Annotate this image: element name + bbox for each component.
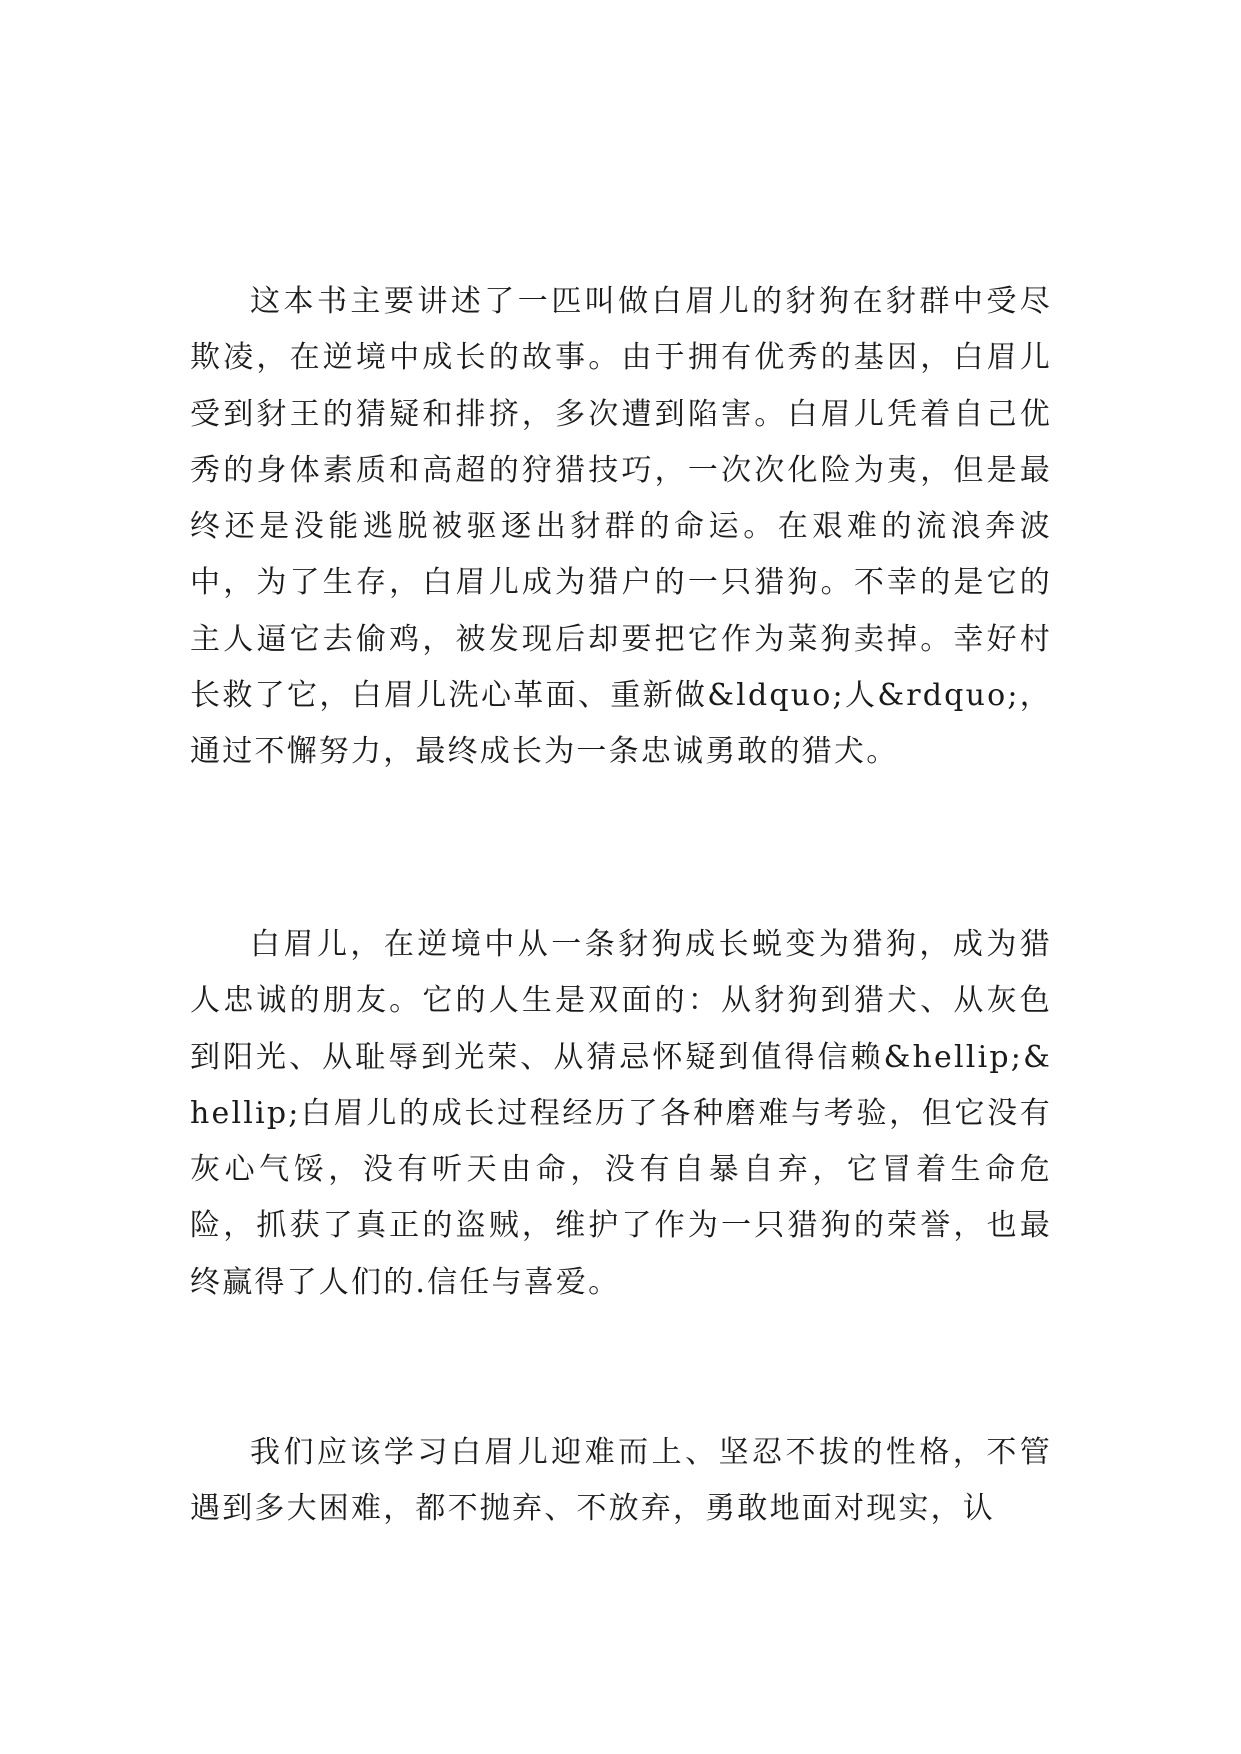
body-paragraph-2: 白眉儿，在逆境中从一条豺狗成长蜕变为猎狗，成为猎人忠诚的朋友。它的人生是双面的：从豺狗到猎犬、从灰色到阳光、从耻辱到光荣、从猜忌怀疑到值得信赖&hellip;&hellip;白眉儿的成长过程经历了各种磨难与考验，但它没有灰心气馁，没有听天由命，没有自暴自弃，它冒着生命危险，抓获了真正的盗贼，维护了作为一只猎狗的荣誉，也最终赢得了人们的.信任与喜爱。 — [190, 927, 1052, 1300]
body-paragraph-3: 我们应该学习白眉儿迎难而上、坚忍不拔的性格，不管遇到多大困难，都不抛弃、不放弃，勇敢地面对现实，认 — [190, 1435, 1052, 1527]
body-paragraph-1: 这本书主要讲述了一匹叫做白眉儿的豺狗在豺群中受尽欺凌，在逆境中成长的故事。由于拥有优秀的基因，白眉儿受到豺王的猜疑和排挤，多次遭到陷害。白眉儿凭着自己优秀的身体素质和高超的狩猎技巧，一次次化险为夷，但是最终还是没能逃脱被驱逐出豺群的命运。在艰难的流浪奔波中，为了生存，白眉儿成为猎户的一只猎狗。不幸的是它的主人逼它去偷鸡，被发现后却要把它作为菜狗卖掉。幸好村长救了它，白眉儿洗心革面、重新做&ldquo;人&rdquo;，通过不懈努力，最终成长为一条忠诚勇敢的猎犬。 — [190, 284, 1052, 770]
